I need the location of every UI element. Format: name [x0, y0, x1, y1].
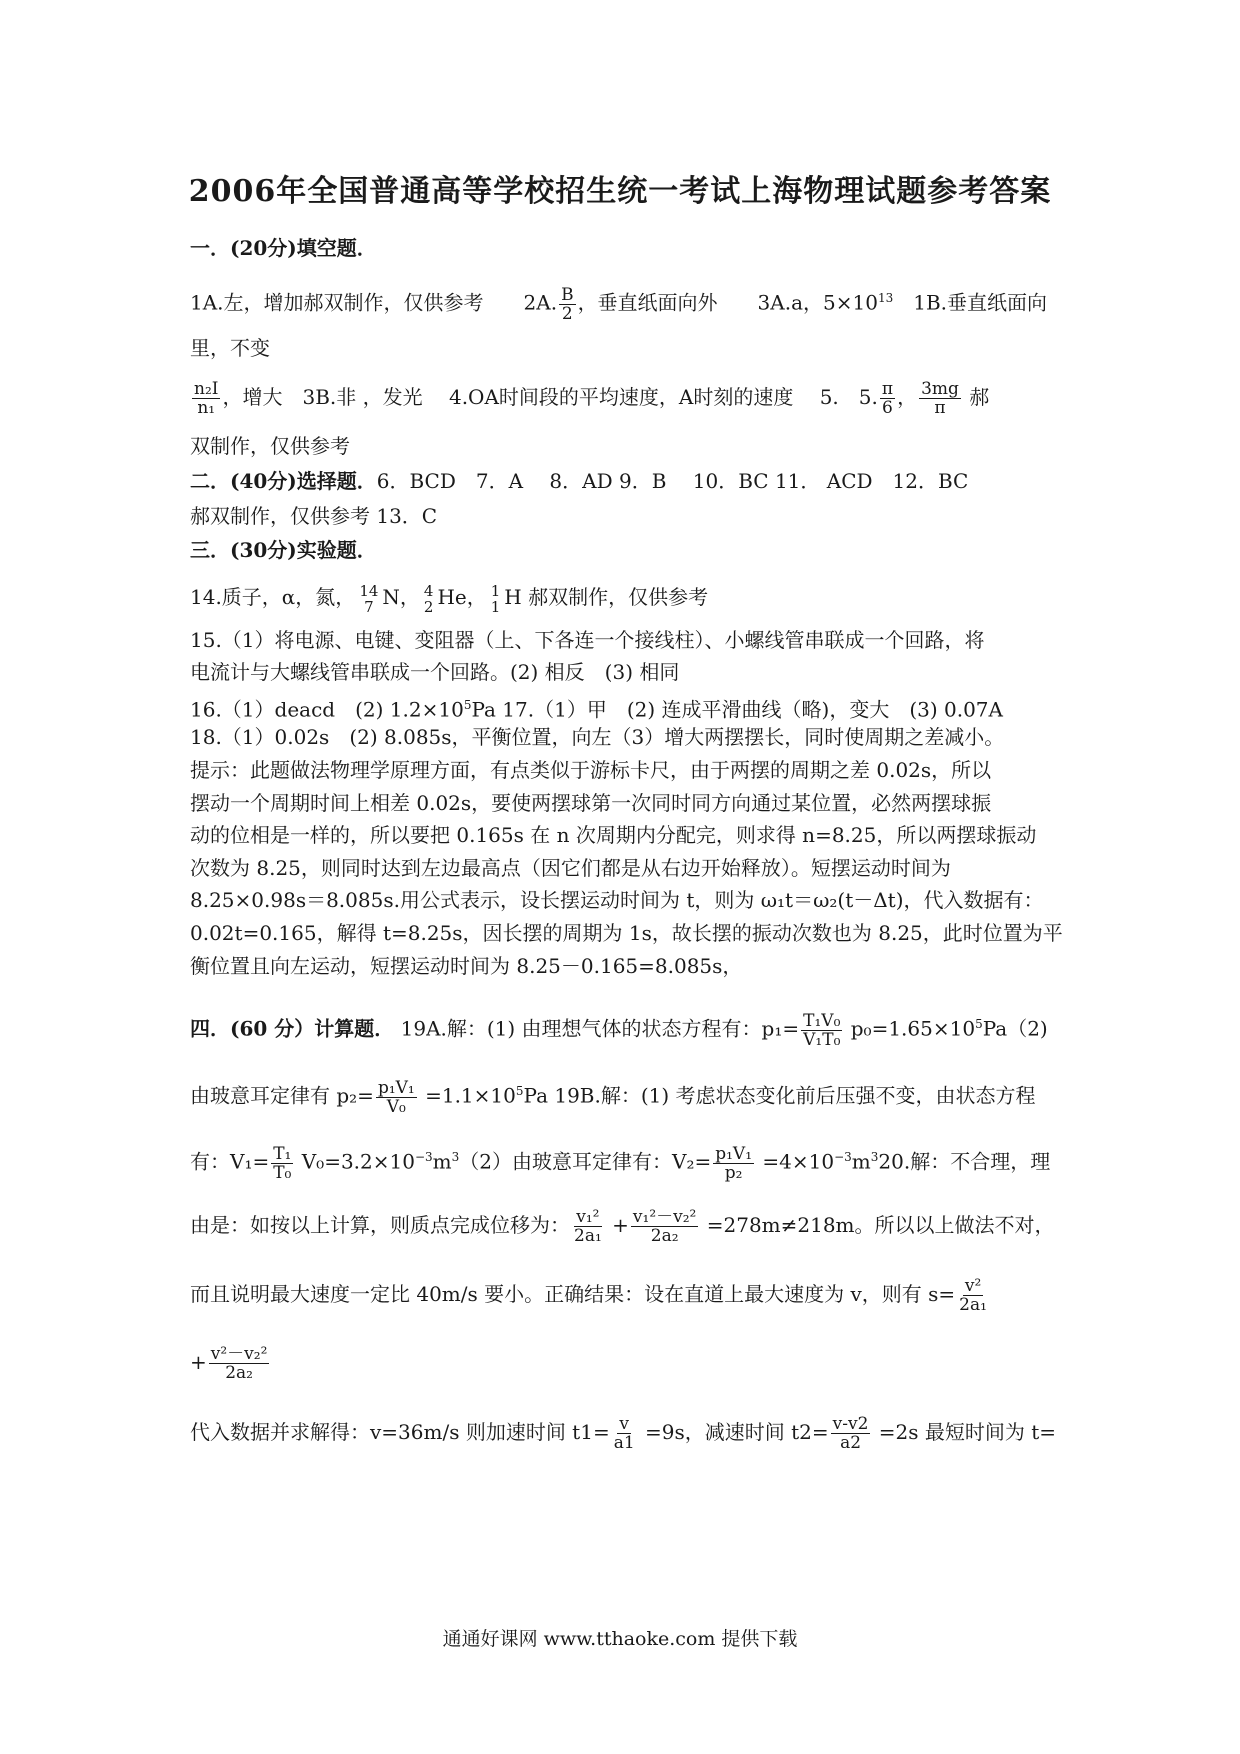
nuclide-notation: 4 2 [423, 581, 434, 616]
answer-line-19b: 有：V₁= $\frac{\text{T₁}}{\text{T₀}}$ $V_0=3.2\times 10^{-3}m^3(2)$由玻意耳定律有：V₂= $\frac{\text{p₁V₁}}{\text{p₂}}$ $=4\times 10^{-3}m^320$.解：不合理，理 [190, 1143, 1051, 1183]
fraction: $\frac{\text{T₁V₀}}{\text{V₁T₀}}$ [803, 1010, 841, 1050]
fraction: $\frac{\text{p₁V₁}}{\text{p₂}}$ [715, 1143, 753, 1183]
section-4-line: 四．(60 分）计算题． 19A.解：(1) 由理想气体的状态方程有：p₁= $\frac{\text{T₁V₀}}{\text{V₁T₀}}$ $p_0=1.65\times 10^5Pa(2)$ [190, 1010, 1048, 1050]
answer-line-20c: + $\frac{\text{v²－v₂²}}{\text{2a₂}}$ [190, 1344, 268, 1383]
page-title: 2006年全国普通高等学校招生统一考试上海物理试题参考答案 [188, 174, 1052, 209]
hint-line-5: 8.25×0.98s＝8.085s.用公式表示，设长摆运动时间为 t，则为 ω₁t＝ω₂(t－Δt)，代入数据有： [190, 888, 1044, 912]
fraction: $\frac{B}{2}$ [561, 284, 574, 324]
answer-line-1: 1A.左，增加郝双制作，仅供参考 2A. $\frac{B}{2}$ ，垂直纸面向外 3A.a，$5\times 10^{13}$ 1B.垂直纸面向 [190, 284, 1048, 324]
answer-line-15b: 电流计与大螺线管串联成一个回路。(2) 相反 (3) 相同 [190, 660, 680, 684]
fraction: $\frac{v}{a1}$ [613, 1414, 635, 1453]
answer-line-16: 16.（1）deacd (2) $1.2\times 10^5Pa$ 17.（1）甲 (2) 连成平滑曲线（略)，变大 (3) 0.07A [190, 697, 1003, 722]
fraction: $\frac{\text{T₁}}{\text{T₀}}$ [273, 1143, 292, 1183]
answer-line-20b: 而且说明最大速度一定比 40m/s 要小。正确结果：设在直道上最大速度为 v，则有 s= $\frac{\text{v²}}{\text{2a₁}}$ [190, 1276, 987, 1315]
fraction: $\frac{\text{v²－v₂²}}{\text{2a₂}}$ [210, 1344, 268, 1383]
fraction: $\frac{v-v2}{a2}$ [832, 1414, 869, 1453]
section-2-line: 二．(40分)选择题．6．BCD 7．A 8．AD 9．B 10．BC 11． ACD 12．BC [190, 469, 969, 493]
fraction: $\frac{\text{p₁V₁}}{\text{V₀}}$ [377, 1077, 415, 1117]
section-2-heading: 二．(40分)选择题． [190, 469, 377, 493]
hint-line-3: 动的位相是一样的，所以要把 0.165s 在 n 次周期内分配完，则求得 n=8.25，所以两摆球振动 [190, 823, 1037, 847]
answer-line-14: 14.质子，α，氮， 14 7 N， 4 2 He， 1 1 H 郝双制作，仅供参考 [190, 581, 709, 616]
fraction: $\frac{\text{v²}}{\text{2a₁}}$ [959, 1276, 987, 1315]
fraction: $\frac{\text{n₂I}}{\text{n₁}}$ [194, 379, 219, 418]
hint-line-7: 衡位置且向左运动，短摆运动时间为 8.25－0.165=8.085s， [190, 954, 743, 978]
hint-line-2: 摆动一个周期时间上相差 0.02s，要使两摆球第一次同时同方向通过某位置，必然两摆球振 [190, 791, 992, 815]
section-1-heading: 一．(20分)填空题． [190, 236, 377, 260]
answer-line-19a: 由玻意耳定律有 p₂= $\frac{\text{p₁V₁}}{\text{V₀}}$ $=1.1\times 10^5Pa$ 19B.解：(1) 考虑状态变化前后压强不变，由状态方程 [190, 1077, 1036, 1117]
hint-line-6: 0.02t=0.165，解得 t=8.25s，因长摆的周期为 1s，故长摆的振动次数也为 8.25，此时位置为平 [190, 921, 1063, 945]
answer-line-3: $\frac{\text{n₂I}}{\text{n₁}}$ ，增大 3B.非 ，发光 4.OA时间段的平均速度，A时刻的速度 5. 5. $\frac{\pi}{6}$ ， $\frac{3mg}{\pi}$ 郝 [194, 379, 990, 418]
answer-line-15a: 15.（1）将电源、电键、变阻器（上、下各连一个接线柱）、小螺线管串联成一个回路，将 [190, 628, 985, 652]
answer-line-20a: 由是：如按以上计算，则质点完成位移为： $\frac{\text{v₁²}}{\text{2a₁}}$ + $\frac{\text{v₁²－v₂²}}{\text{2a₂}}$ =278m≠218m。所以以上做法不对， [190, 1207, 1055, 1246]
page-footer: 通通好课网 www.tthaoke.com 提供下载 [442, 1628, 798, 1650]
hint-line-4: 次数为 8.25，则同时达到左边最高点（因它们都是从右边开始释放）。短摆运动时间为 [190, 856, 951, 880]
answer-line-20d: 代入数据并求解得：v=36m/s 则加速时间 t1= $\frac{v}{a1}$ =9s，减速时间 t2= $\frac{v-v2}{a2}$ =2s 最短时间为 t= [190, 1414, 1057, 1453]
section-4-heading: 四．(60 分）计算题． [190, 1016, 395, 1041]
answer-line-4: 双制作，仅供参考 [190, 434, 350, 458]
fraction: $\frac{3mg}{\pi}$ [921, 379, 959, 418]
fraction: $\frac{\text{v₁²}}{\text{2a₁}}$ [574, 1207, 602, 1246]
answer-line-18: 18.（1）0.02s (2) 8.085s，平衡位置，向左（3）增大两摆摆长，同时使周期之差减小。 [190, 725, 1005, 749]
hint-line-1: 提示：此题做法物理学原理方面，有点类似于游标卡尺，由于两摆的周期之差 0.02s，所以 [190, 758, 992, 782]
nuclide-notation: 1 1 [490, 581, 501, 616]
fraction: $\frac{\pi}{6}$ [881, 379, 894, 418]
nuclide-notation: 14 7 [359, 581, 379, 616]
fraction: $\frac{\text{v₁²－v₂²}}{\text{2a₂}}$ [632, 1207, 697, 1246]
answer-line-6: 郝双制作，仅供参考 13．C [190, 504, 438, 528]
answer-line-2: 里，不变 [190, 336, 270, 360]
section-3-heading: 三．(30分)实验题． [190, 538, 377, 562]
